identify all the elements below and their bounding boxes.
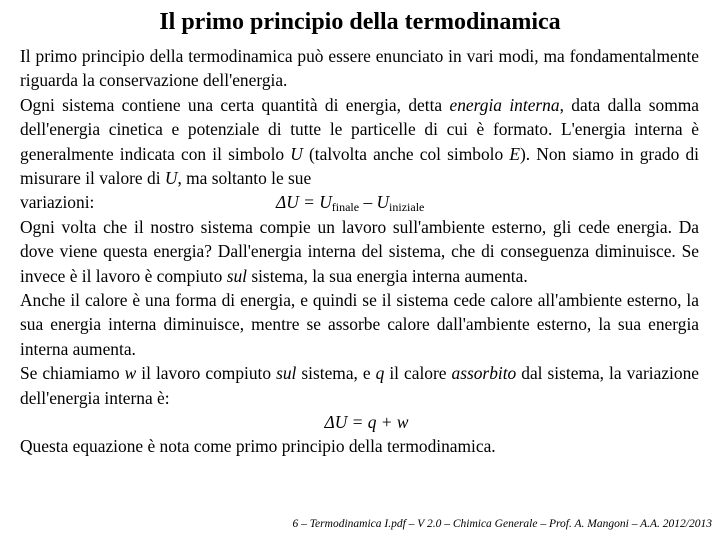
text-run: il lavoro compiuto xyxy=(136,363,277,384)
subscript-initial: iniziale xyxy=(389,200,425,215)
variation-line xyxy=(20,190,699,214)
symbol-u: U xyxy=(164,168,178,189)
slide-title: Il primo principio della termodinamica xyxy=(159,9,561,35)
text-run: , ma soltanto le sue xyxy=(177,168,312,189)
text-run: dal sistema, la variazione dell'energia interna è: xyxy=(20,363,699,408)
text-run: Ogni sistema contiene una certa quantità di energia, detta xyxy=(20,94,450,115)
slide-body xyxy=(20,44,699,459)
text-run: (talvolta anche col simbolo xyxy=(302,143,510,164)
equation-delta-u-variation xyxy=(276,190,424,214)
symbol-e: E xyxy=(509,143,520,164)
variation-label: variazioni: xyxy=(20,192,95,213)
equation-lhs: ΔU = U xyxy=(276,192,332,213)
text-run: sistema, e xyxy=(296,363,376,384)
text-run: Se chiamiamo xyxy=(20,363,125,384)
emphasis-assorbito: assorbito xyxy=(451,363,517,384)
emphasis-sul: sul xyxy=(226,265,247,286)
text-run: ). Non siamo in grado di misurare il valore di xyxy=(20,143,699,189)
symbol-w: w xyxy=(124,363,137,384)
paragraph-heat: Anche il calore è una forma di energia, e quindi se il sistema cede calore all'ambiente esterno, la sua energia interna diminuisce, mentre se assorbe calore dall'ambiente esterno, la sua energia interna aumenta. xyxy=(20,290,699,359)
symbol-q: q xyxy=(375,363,385,384)
text-run: Ogni volta che il nostro sistema compie un lavoro sull'ambiente esterno, gli cede energia. Da dove viene questa energia? Dall'energia interna del sistema, che di conseguenza diminuisce. Se invece è il lavoro è compiuto xyxy=(20,216,699,286)
text-run: , data dalla somma dell'energia cinetica e potenziale di tutte le particelle di cui è formato. L'energia interna è generalmente indicata con il simbolo xyxy=(20,94,699,164)
term-internal-energy: energia interna xyxy=(449,94,560,115)
paragraph-work xyxy=(20,215,699,288)
text-run: sistema, la sua energia interna aumenta. xyxy=(246,265,528,286)
paragraph-conclusion: Questa equazione è nota come primo principio della termodinamica. xyxy=(20,436,496,457)
subscript-final: finale xyxy=(331,200,360,215)
symbol-u: U xyxy=(290,143,303,164)
footer-credits: 6 – Termodinamica I.pdf – V 2.0 – Chimica Generale – Prof. A. Mangoni – A.A. 2012/2013 xyxy=(292,518,712,530)
paragraph-intro: Il primo principio della termodinamica può essere enunciato in vari modi, ma fondamentalmente riguarda la conservazione dell'energia. xyxy=(20,46,699,91)
equation-first-law xyxy=(20,410,699,434)
equation-minus: – U xyxy=(359,192,390,213)
paragraph-internal-energy xyxy=(20,93,699,191)
paragraph-definitions xyxy=(20,361,699,410)
emphasis-sul: sul xyxy=(276,363,297,384)
text-run: il calore xyxy=(384,363,452,384)
equation-first-law-text: ΔU = q + w xyxy=(324,412,409,433)
